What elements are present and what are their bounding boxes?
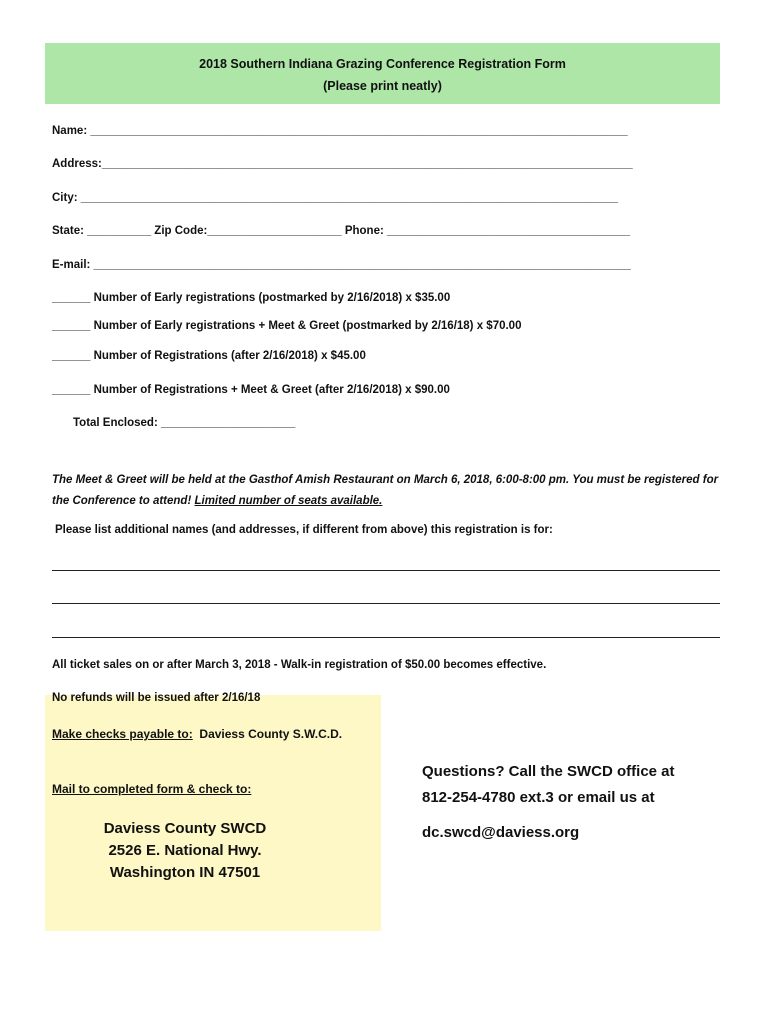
state-zip-phone-field[interactable]: State: __________ Zip Code:_____________________ Phone: ______________________________________ [52, 225, 631, 237]
registration-line[interactable]: ______ Number of Registrations (after 2/16/2018) x $45.00 [52, 350, 366, 362]
limited-seats-note: Limited number of seats available. [194, 495, 383, 507]
checks-payable-label: Make checks payable to: [52, 727, 193, 741]
address-field[interactable]: Address:___________________________________________________________________________________ [52, 158, 633, 170]
mail-address-line-1: Daviess County SWCD [103, 820, 267, 837]
refund-note: No refunds will be issued after 2/16/18 [52, 692, 261, 704]
registration-meet-greet-line[interactable]: ______ Number of Registrations + Meet & Greet (after 2/16/2018) x $90.00 [52, 384, 450, 396]
additional-names-line[interactable] [52, 603, 720, 604]
additional-names-line[interactable] [52, 637, 720, 638]
city-field[interactable]: City: ____________________________________________________________________________________ [52, 192, 618, 204]
form-header [45, 43, 720, 104]
mail-to-label: Mail to completed form & check to: [52, 782, 252, 796]
email-field[interactable]: E-mail: ____________________________________________________________________________________ [52, 259, 631, 271]
total-enclosed-field[interactable]: Total Enclosed: _____________________ [73, 417, 296, 429]
checks-payable-line [52, 727, 342, 741]
early-registration-meet-greet-line[interactable]: ______ Number of Early registrations + Meet & Greet (postmarked by 2/16/18) x $70.00 [52, 320, 522, 332]
form-title: 2018 Southern Indiana Grazing Conference Registration Form [199, 57, 566, 71]
mail-address-line-2: 2526 E. National Hwy. [108, 842, 262, 859]
questions-line: Questions? Call the SWCD office at [422, 763, 675, 780]
mail-address-line-3: Washington IN 47501 [109, 864, 261, 881]
additional-names-label: Please list additional names (and addresses, if different from above) this registration is for: [55, 524, 553, 536]
meet-greet-note [52, 470, 722, 512]
contact-email[interactable]: dc.swcd@daviess.org [422, 824, 580, 841]
walkin-note: All ticket sales on or after March 3, 2018 - Walk-in registration of $50.00 becomes effective. [52, 659, 547, 671]
meet-greet-text: The Meet & Greet will be held at the Gasthof Amish Restaurant on March 6, 2018, 6:00-8:00 pm. You must be registered for the Conference to attend! [52, 474, 719, 507]
additional-names-line[interactable] [52, 570, 720, 571]
form-subtitle: (Please print neatly) [323, 79, 442, 93]
early-registration-line[interactable]: ______ Number of Early registrations (postmarked by 2/16/2018) x $35.00 [52, 292, 451, 304]
checks-payee: Daviess County S.W.C.D. [199, 727, 343, 741]
phone-line: 812-254-4780 ext.3 or email us at [422, 789, 655, 806]
name-field[interactable]: Name: ____________________________________________________________________________________ [52, 125, 628, 137]
